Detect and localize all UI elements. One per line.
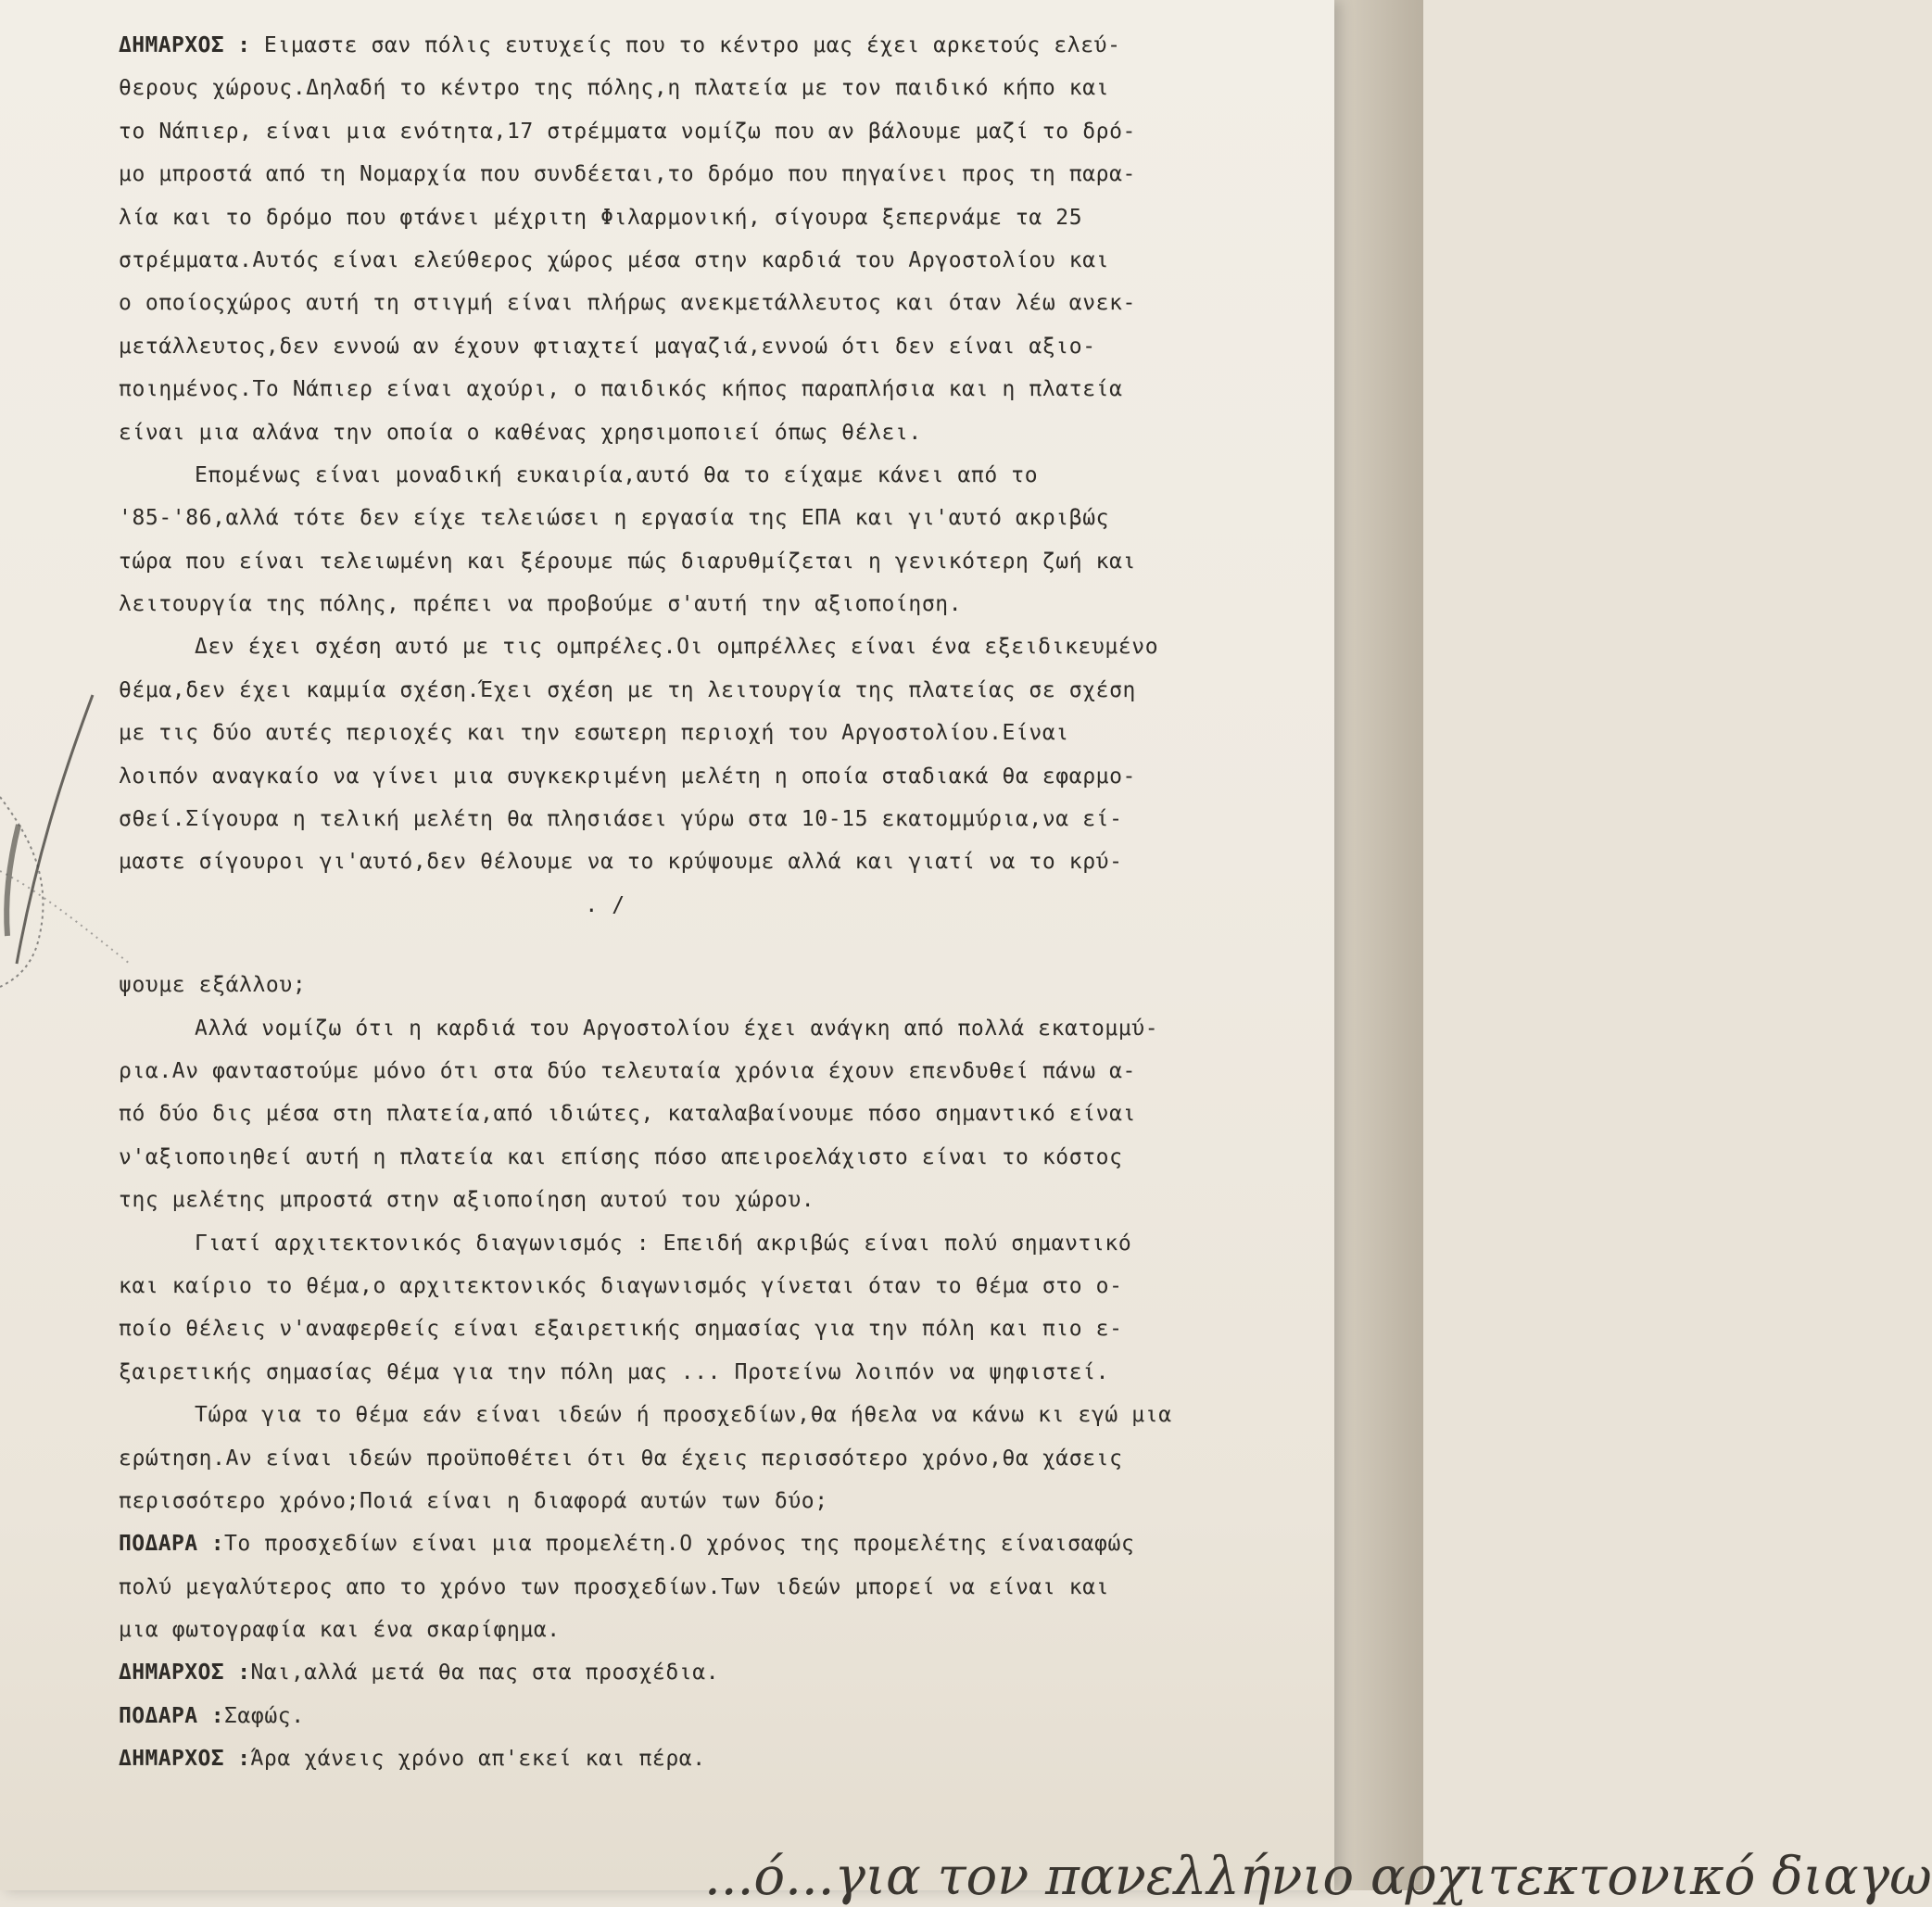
line-text: λοιπόν αναγκαίο να γίνει μια συγκεκριμένη μελέτη η οποία σταδιακά θα εφαρμο-	[119, 764, 1136, 789]
line-text: ψουμε εξάλλου;	[119, 973, 307, 998]
text-line	[119, 1007, 1314, 1050]
speaker-label: ΔΗΜΑΡΧΟΣ :	[119, 33, 251, 57]
text-line	[119, 1522, 1314, 1565]
text-line	[119, 669, 1314, 712]
text-line	[119, 1050, 1314, 1092]
line-text: το Νάπιερ, είναι μια ενότητα,17 στρέμματα νομίζω που αν βάλουμε μαζί το δρό-	[119, 119, 1136, 144]
line-text: Άρα χάνεις χρόνο απ'εκεί και πέρα.	[250, 1747, 706, 1772]
line-text: μια φωτογραφία και ένα σκαρίφημα.	[119, 1618, 561, 1643]
text-line	[119, 1136, 1314, 1179]
text-line	[119, 1609, 1314, 1651]
line-text: Επομένως είναι μοναδική ευκαιρία,αυτό θα το είχαμε κάνει από το	[195, 462, 1039, 487]
text-line	[119, 239, 1314, 282]
line-text: Το προσχεδίων είναι μια προμελέτη.Ο χρόνος της προμελέτης είναισαφώς	[223, 1532, 1135, 1557]
text-line	[119, 1695, 1314, 1737]
line-text: ο οποίοςχώρος αυτή τη στιγμή είναι πλήρως ανεκμετάλλευτος και όταν λέω ανεκ-	[119, 291, 1136, 316]
line-text: και καίριο το θέμα,ο αρχιτεκτονικός διαγωνισμός γίνεται όταν το θέμα στο ο-	[119, 1273, 1123, 1298]
text-line	[119, 1737, 1314, 1780]
line-text: λία και το δρόμο που φτάνει μέχριτη Φιλαρμονική, σίγουρα ξεπερνάμε τα 25	[119, 205, 1083, 230]
line-text: Ναι,αλλά μετά θα πας στα προσχέδια.	[250, 1661, 720, 1686]
text-line	[119, 1179, 1314, 1221]
text-line	[119, 153, 1314, 196]
line-text: '85-'86,αλλά τότε δεν είχε τελειώσει η εργασία της ΕΠΑ και γι'αυτό ακριβώς	[119, 506, 1110, 531]
text-line	[119, 1351, 1314, 1394]
line-text: ρια.Αν φανταστούμε μόνο ότι στα δύο τελευταία χρόνια έχουν επενδυθεί πάνω α-	[119, 1058, 1136, 1083]
text-line	[119, 1394, 1314, 1436]
text-line	[119, 884, 1314, 927]
text-line	[119, 798, 1314, 840]
text-line	[119, 755, 1314, 798]
text-line	[119, 196, 1314, 239]
text-line	[119, 1566, 1314, 1609]
text-line	[119, 325, 1314, 368]
line-text: στρέμματα.Αυτός είναι ελεύθερος χώρος μέσα στην καρδιά του Αργοστολίου και	[119, 247, 1110, 272]
line-text: μο μπροστά από τη Νομαρχία που συνδέεται,το δρόμο που πηγαίνει προς τη παρα-	[119, 162, 1136, 187]
line-text: Δεν έχει σχέση αυτό με τις ομπρέλες.Οι ομπρέλλες είναι ένα εξειδικευμένο	[195, 635, 1159, 660]
speaker-label: ΔΗΜΑΡΧΟΣ :	[119, 1747, 251, 1772]
line-text: Σαφώς.	[223, 1703, 305, 1728]
line-text: θερους χώρους.Δηλαδή το κέντρο της πόλης,η πλατεία με τον παιδικό κήπο και	[119, 76, 1110, 101]
line-text: ν'αξιοποιηθεί αυτή η πλατεία και επίσης πόσο απειροελάχιστο είναι το κόστος	[119, 1144, 1123, 1169]
line-text: λειτουργία της πόλης, πρέπει να προβούμε σ'αυτή την αξιοποίηση.	[119, 592, 963, 617]
line-text: Τώρα για το θέμα εάν είναι ιδεών ή προσχεδίων,θα ήθελα να κάνω κι εγώ μια	[195, 1403, 1172, 1428]
line-text: τώρα που είναι τελειωμένη και ξέρουμε πώς διαρυθμίζεται η γενικότερη ζωή και	[119, 549, 1136, 574]
text-line	[119, 1222, 1314, 1265]
line-text: ξαιρετικής σημασίας θέμα για την πόλη μας ... Προτείνω λοιπόν να ψηφιστεί.	[119, 1359, 1110, 1384]
speaker-label: ΔΗΜΑΡΧΟΣ :	[119, 1661, 251, 1686]
text-line	[119, 583, 1314, 625]
line-text: πό δύο δις μέσα στη πλατεία,από ιδιώτες, καταλαβαίνουμε πόσο σημαντικό είναι	[119, 1102, 1136, 1127]
line-text: Ειμαστε σαν πόλις ευτυχείς που το κέντρο μας έχει αρκετούς ελεύ-	[250, 33, 1121, 57]
typewritten-text	[119, 24, 1314, 1781]
text-line	[119, 1480, 1314, 1522]
line-text: ποιημένος.Το Νάπιερ είναι αχούρι, ο παιδικός κήπος παραπλήσια και η πλατεία	[119, 377, 1123, 402]
line-text: Αλλά νομίζω ότι η καρδιά του Αργοστολίου έχει ανάγκη από πολλά εκατομμύ-	[195, 1016, 1159, 1041]
line-text: ποίο θέλεις ν'αναφερθείς είναι εξαιρετικής σημασίας για την πόλη και πιο ε-	[119, 1317, 1123, 1342]
line-text: πολύ μεγαλύτερος απο το χρόνο των προσχεδίων.Των ιδεών μπορεί να είναι και	[119, 1574, 1110, 1599]
text-line	[119, 497, 1314, 539]
bleed-through-text: ...ό...για τον πανελλήνιο αρχιτεκτονικό διαγω	[704, 1847, 1932, 1907]
text-line	[119, 1265, 1314, 1307]
line-text: . /	[585, 892, 625, 917]
text-line	[119, 1437, 1314, 1480]
text-line	[119, 454, 1314, 497]
text-line	[119, 840, 1314, 883]
speaker-label: ΠΟΔΑΡΑ :	[119, 1703, 224, 1728]
line-text: περισσότερο χρόνο;Ποιά είναι η διαφορά αυτών των δύο;	[119, 1488, 828, 1513]
line-text: Γιατί αρχιτεκτονικός διαγωνισμός : Επειδή ακριβώς είναι πολύ σημαντικό	[195, 1231, 1132, 1256]
text-line	[119, 282, 1314, 324]
line-text: της μελέτης μπροστά στην αξιοποίηση αυτού του χώρου.	[119, 1188, 815, 1213]
text-line	[119, 67, 1314, 109]
line-text: θέμα,δεν έχει καμμία σχέση.Έχει σχέση με τη λειτουργία της πλατείας σε σχέση	[119, 677, 1136, 702]
text-line	[119, 368, 1314, 410]
text-line	[119, 411, 1314, 454]
text-line	[119, 625, 1314, 668]
text-line	[119, 1092, 1314, 1135]
line-text: μαστε σίγουροι γι'αυτό,δεν θέλουμε να το κρύψουμε αλλά και γιατί να το κρύ-	[119, 850, 1123, 875]
line-text: μετάλλευτος,δεν εννοώ αν έχουν φτιαχτεί μαγαζιά,εννοώ ότι δεν είναι αξιο-	[119, 334, 1096, 359]
text-line	[119, 1651, 1314, 1694]
text-line	[119, 24, 1314, 67]
text-line	[119, 110, 1314, 153]
text-line	[119, 712, 1314, 754]
text-line	[119, 540, 1314, 583]
line-text: είναι μια αλάνα την οποία ο καθένας χρησιμοποιεί όπως θέλει.	[119, 420, 922, 445]
line-text: ερώτηση.Αν είναι ιδεών προϋποθέτει ότι θα έχεις περισσότερο χρόνο,θα χάσεις	[119, 1446, 1123, 1471]
line-text: με τις δύο αυτές περιοχές και την εσωτερη περιοχή του Αργοστολίου.Είναι	[119, 721, 1069, 746]
line-text: σθεί.Σίγουρα η τελική μελέτη θα πλησιάσει γύρω στα 10-15 εκατομμύρια,να εί-	[119, 807, 1123, 832]
text-line	[119, 1307, 1314, 1350]
speaker-label: ΠΟΔΑΡΑ :	[119, 1532, 224, 1557]
text-line	[119, 964, 1314, 1006]
